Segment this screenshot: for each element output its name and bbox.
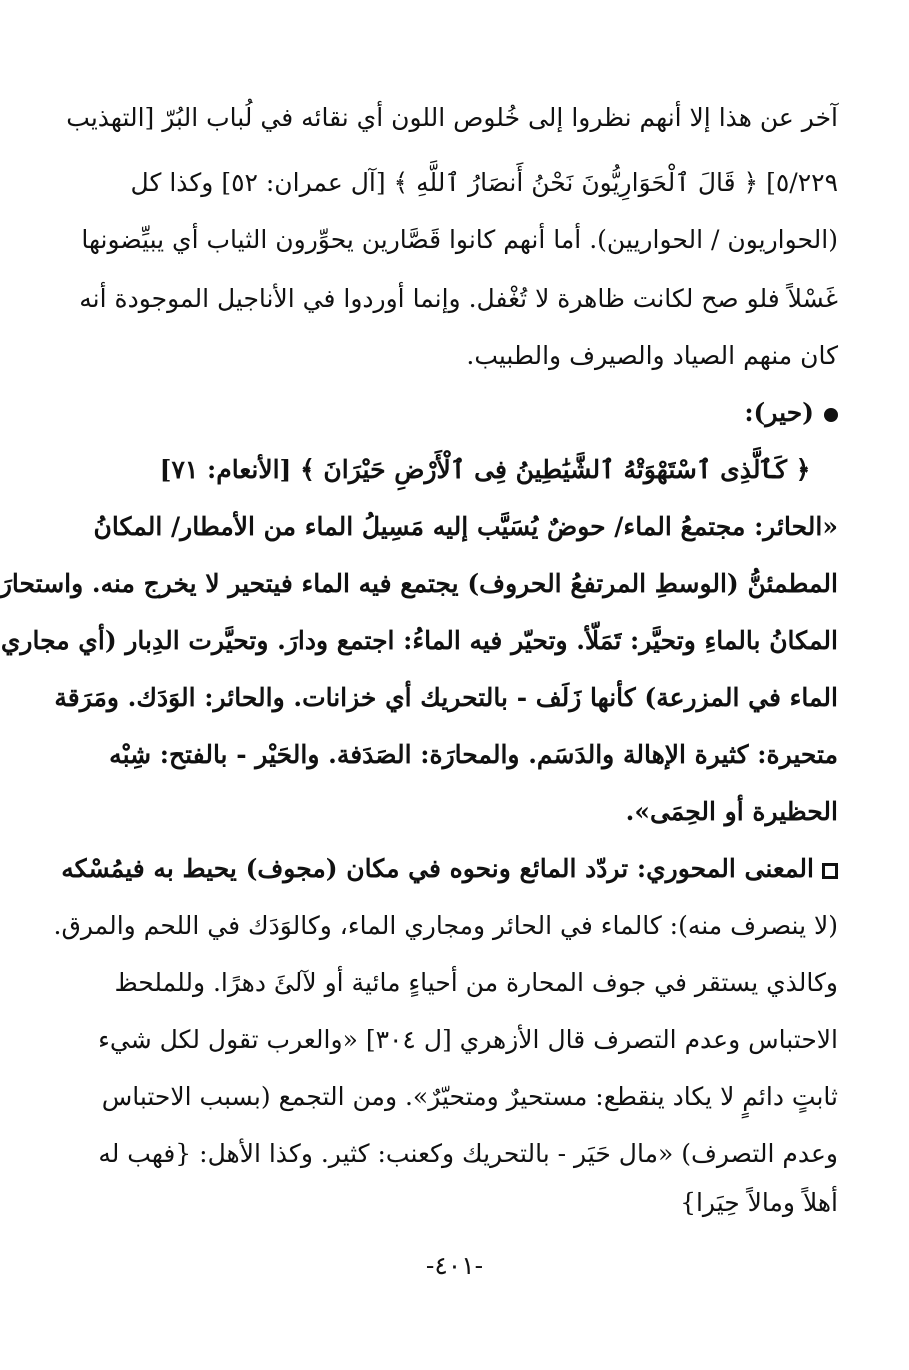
entry-heading <box>132 396 838 430</box>
page-number: -٤٠١- <box>425 1251 484 1280</box>
square-bullet-icon <box>822 863 838 879</box>
meaning-line: أهلاً ومالاً حِيَرا} <box>680 1188 838 1217</box>
bullet-icon <box>824 408 838 422</box>
paragraph-line: غَسْلاً فلو صح لكانت ظاهرة لا تُغْفل. وإنما أوردوا في الأناجيل الموجودة أنه <box>79 284 838 313</box>
meaning-line: وعدم التصرف) «مال حَيَر - بالتحريك وكعنب: كثير. وكذا الأهل: {فهب له <box>98 1139 838 1168</box>
meaning-text: تردّد المائع ونحوه في مكان (مجوف) يحيط به فيمُسْكه <box>61 854 629 883</box>
meaning-line: (لا ينصرف منه): كالماء في الحائر ومجاري الماء، وكالوَدَك في اللحم والمرق. <box>53 911 838 940</box>
meaning-line: وكالذي يستقر في جوف المحارة من أحياءٍ مائية أو لآلئَ دهرًا. وللملحظ <box>114 968 838 997</box>
meaning-line: الاحتباس وعدم التصرف قال الأزهري [ل ٣٠٤] «والعرب تقول لكل شيء <box>98 1025 838 1054</box>
meaning-line <box>61 852 838 886</box>
entry-heading-text: (حير): <box>744 398 814 427</box>
paragraph-line: (الحواريون / الحواريين). أما أنهم كانوا قَصَّارين يحوِّرون الثياب أي يبيِّضونها <box>81 225 838 254</box>
meaning-line: ثابتٍ دائمٍ لا يكاد ينقطع: مستحيرٌ ومتحيّرٌ». ومن التجمع (بسبب الاحتباس <box>101 1082 838 1111</box>
quran-verse: ﴿ كَٱلَّذِى ٱسْتَهْوَتْهُ ٱلشَّيَٰطِينُ فِى ٱلْأَرْضِ حَيْرَانَ ﴾ [الأنعام: ٧١] <box>159 455 811 484</box>
paragraph-line: ٥/٢٢٩] ﴿ قَالَ ٱلْحَوَارِيُّونَ نَحْنُ أَنصَارُ ٱللَّهِ ﴾ [آل عمران: ٥٢] وكذا كل <box>130 168 838 197</box>
definition-line: الحظيرة أو الحِمَى». <box>625 797 838 826</box>
meaning-label: المعنى المحوري: <box>636 854 814 883</box>
paragraph-line: كان منهم الصياد والصيرف والطبيب. <box>466 341 838 370</box>
definition-line: متحيرة: كثيرة الإهالة والدَسَم. والمحارَة: الصَدَفة. والحَيْر - بالفتح: شِبْه <box>109 740 838 769</box>
definition-line: «الحائر: مجتمعُ الماء/ حوضٌ يُسَيَّب إليه مَسِيلُ الماء من الأمطار/ المكانُ <box>93 512 838 541</box>
definition-line: المكانُ بالماءِ وتحيَّر: تَمَلّأ. وتحيّر فيه الماءُ: اجتمع ودارَ. وتحيَّرت الدِبار (أي مجاري <box>0 626 838 655</box>
paragraph-line: آخر عن هذا إلا أنهم نظروا إلى خُلوص اللون أي نقائه في لُباب البُرّ [التهذيب <box>66 103 838 132</box>
definition-line: الماء في المزرعة) كأنها زَلَف - بالتحريك أي خزانات. والحائر: الوَدَك. ومَرَقة <box>54 683 838 712</box>
definition-line: المطمئنُّ (الوسطِ المرتفعُ الحروف) يجتمع فيه الماء فيتحير لا يخرج منه. واستحارَ <box>0 569 838 598</box>
